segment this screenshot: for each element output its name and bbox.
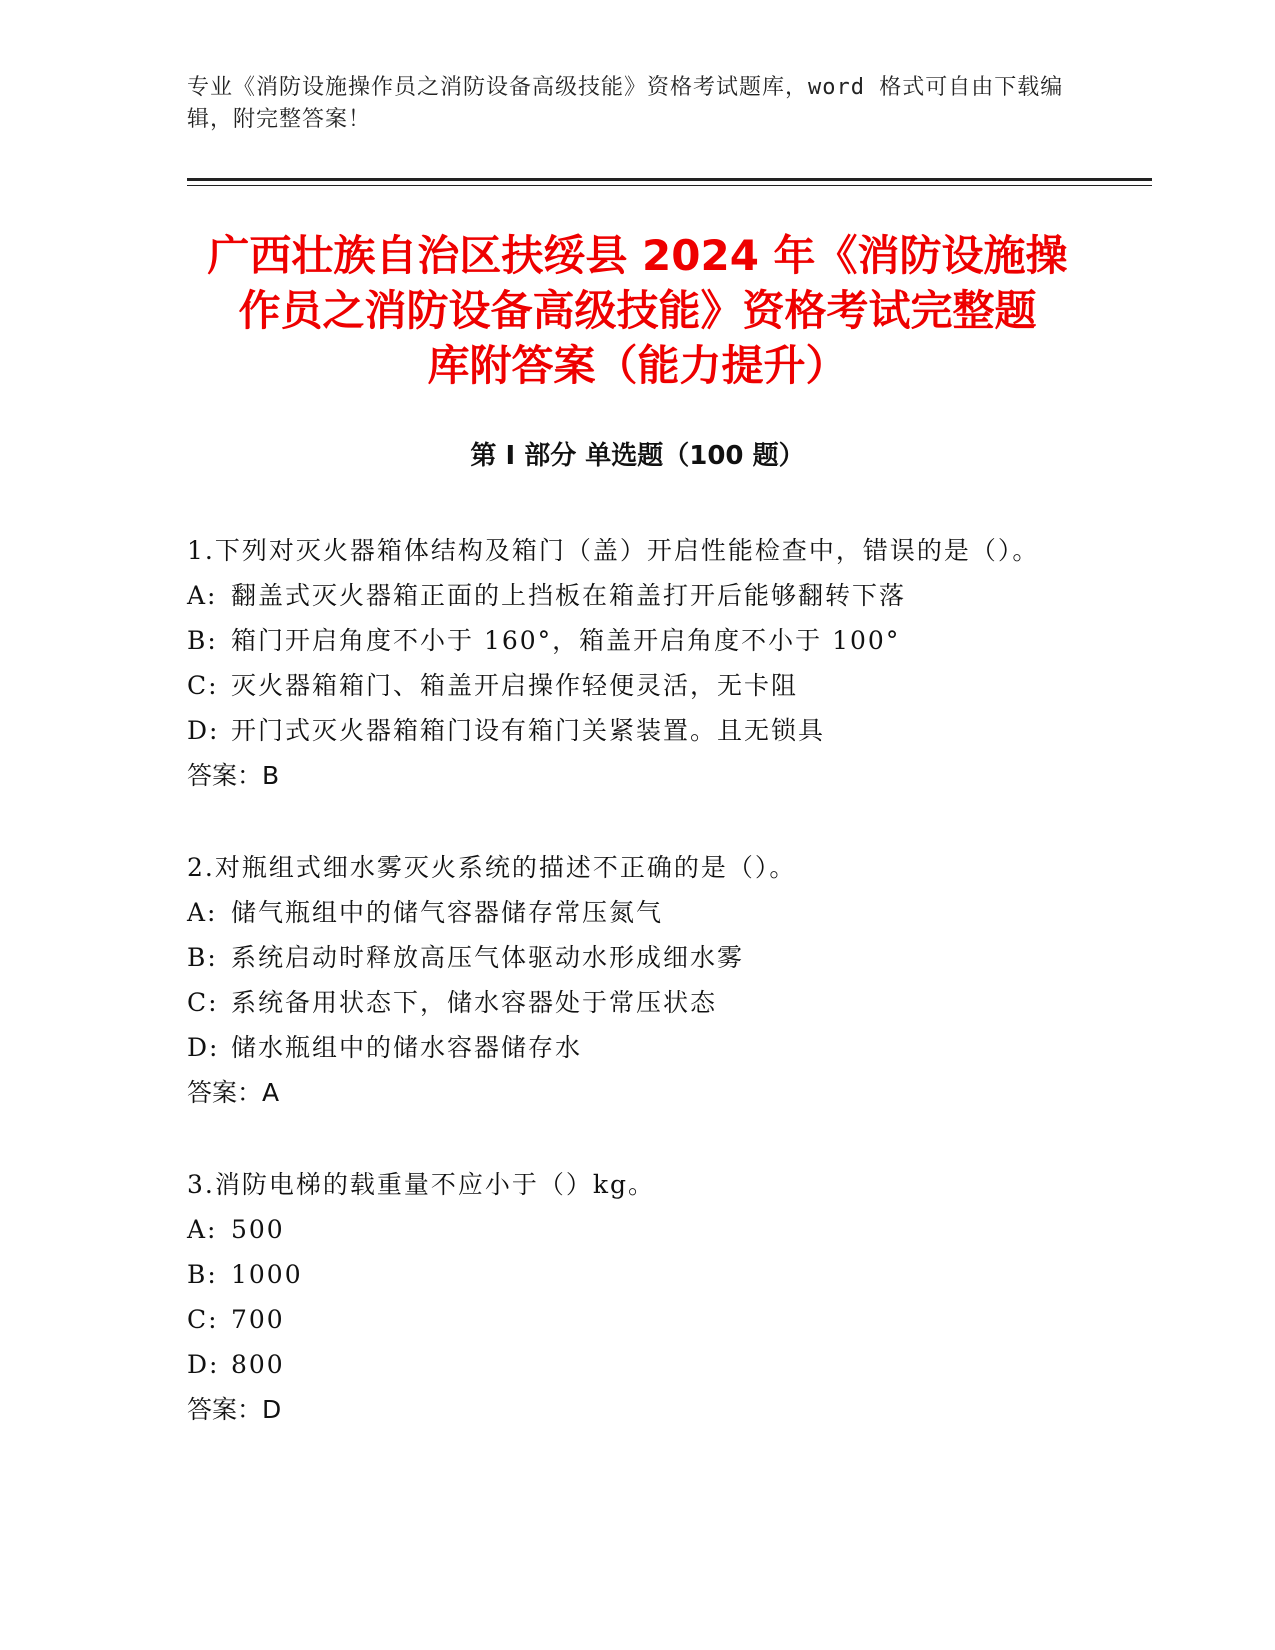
question-stem: 2.对瓶组式细水雾灭火系统的描述不正确的是（）。 <box>187 853 797 882</box>
option-key: B: <box>187 626 218 655</box>
option-c <box>187 1297 1067 1342</box>
option-text: 800 <box>231 1350 285 1379</box>
option-text: 700 <box>231 1305 285 1334</box>
option-key: A: <box>187 1215 218 1244</box>
question-stem: 1.下列对灭火器箱体结构及箱门（盖）开启性能检查中，错误的是（）。 <box>187 536 1040 565</box>
option-c <box>187 663 1067 708</box>
option-d <box>187 1025 1067 1070</box>
option-text: 储气瓶组中的储气容器储存常压氮气 <box>231 898 664 927</box>
option-key: C: <box>187 988 219 1017</box>
option-text: 箱门开启角度不小于 160°，箱盖开启角度不小于 100° <box>231 626 901 655</box>
question-stem: 3.消防电梯的载重量不应小于（）kg。 <box>187 1170 656 1199</box>
title-line: 作员之消防设备高级技能》资格考试完整题 <box>238 286 1037 335</box>
option-b <box>187 935 1067 980</box>
option-text: 系统备用状态下，储水容器处于常压状态 <box>231 988 718 1017</box>
option-key: A: <box>187 898 218 927</box>
option-a <box>187 1207 1067 1252</box>
option-key: B: <box>187 943 218 972</box>
header-divider-thin <box>187 185 1152 186</box>
answer-line: 答案：B <box>187 761 280 790</box>
header-note: 专业《消防设施操作员之消防设备高级技能》资格考试题库，word 格式可自由下载编辑，附完整答案！ <box>187 75 1064 132</box>
option-key: A: <box>187 581 218 610</box>
option-text: 开门式灭火器箱箱门设有箱门关紧装置。且无锁具 <box>231 716 826 745</box>
answer-line: 答案：D <box>187 1395 282 1424</box>
option-text: 1000 <box>231 1260 303 1289</box>
option-key: C: <box>187 1305 219 1334</box>
option-b <box>187 1252 1067 1297</box>
option-text: 系统启动时释放高压气体驱动水形成细水雾 <box>231 943 745 972</box>
option-text: 500 <box>231 1215 285 1244</box>
option-text: 灭火器箱箱门、箱盖开启操作轻便灵活，无卡阻 <box>231 671 799 700</box>
option-key: D: <box>187 716 220 745</box>
option-d <box>187 1342 1067 1387</box>
option-c <box>187 980 1067 1025</box>
question-1 <box>187 528 1067 799</box>
title-line: 库附答案（能力提升） <box>427 341 848 390</box>
document-title <box>160 228 1115 393</box>
question-list <box>187 528 1067 1479</box>
option-key: D: <box>187 1033 220 1062</box>
option-key: D: <box>187 1350 220 1379</box>
question-2 <box>187 845 1067 1116</box>
question-3 <box>187 1162 1067 1433</box>
option-text: 储水瓶组中的储水容器储存水 <box>231 1033 583 1062</box>
title-line: 广西壮族自治区扶绥县 2024 年《消防设施操 <box>207 231 1068 280</box>
header-divider-thick <box>187 178 1152 181</box>
option-key: B: <box>187 1260 218 1289</box>
option-b <box>187 618 1067 663</box>
section-title: 第 I 部分 单选题（100 题） <box>470 441 805 471</box>
option-a <box>187 573 1067 618</box>
answer-line: 答案：A <box>187 1078 280 1107</box>
option-key: C: <box>187 671 219 700</box>
option-a <box>187 890 1067 935</box>
option-text: 翻盖式灭火器箱正面的上挡板在箱盖打开后能够翻转下落 <box>231 581 907 610</box>
option-d <box>187 708 1067 753</box>
